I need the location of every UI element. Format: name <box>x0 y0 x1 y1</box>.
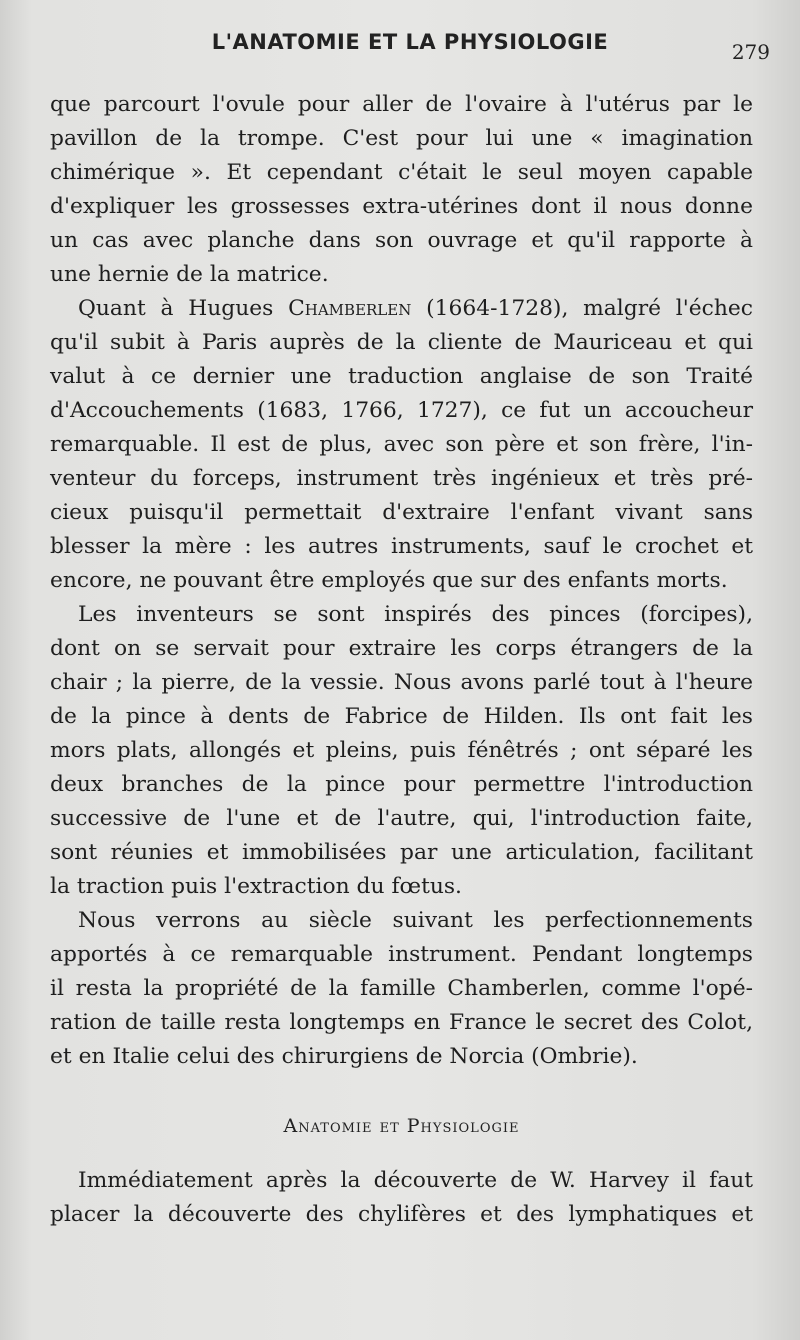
text-line: dont on se servait pour extraire les corps étrangers de la <box>50 636 753 661</box>
text-line: Nous verrons au siècle suivant les perfectionnements <box>78 908 753 933</box>
text-line: sont réunies et immobilisées par une articulation, facilitant <box>50 840 753 865</box>
paragraph-perfectionnements <box>50 904 753 1074</box>
line-prefix: Quant à Hugues <box>78 296 274 321</box>
person-name: Chamberlen <box>288 296 412 321</box>
text-line: d'Accouchements (1683, 1766, 1727), ce fut un accoucheur <box>50 398 753 423</box>
body-text <box>50 88 753 1232</box>
text-line: un cas avec planche dans son ouvrage et qu'il rapporte à <box>50 228 753 253</box>
text-line: cieux puisqu'il permettait d'extraire l'enfant vivant sans <box>50 500 753 525</box>
text-line: pavillon de la trompe. C'est pour lui une « imagination <box>50 126 753 151</box>
text-line: remarquable. Il est de plus, avec son père et son frère, l'in- <box>50 432 753 457</box>
text-line: ration de taille resta longtemps en France le secret des Colot, <box>50 1010 753 1035</box>
text-line: de la pince à dents de Fabrice de Hilden. Ils ont fait les <box>50 704 753 729</box>
paragraph-inventeurs <box>50 598 753 904</box>
text-line: la traction puis l'extraction du fœtus. <box>50 874 462 899</box>
running-head <box>50 30 770 66</box>
text-line: et en Italie celui des chirurgiens de Norcia (Ombrie). <box>50 1044 638 1069</box>
text-line: venteur du forceps, instrument très ingénieux et très pré- <box>50 466 753 491</box>
text-line: apportés à ce remarquable instrument. Pendant longtemps <box>50 942 753 967</box>
text-line: successive de l'une et de l'autre, qui, l'introduction faite, <box>50 806 753 831</box>
text-line: d'expliquer les grossesses extra-utérines dont il nous donne <box>50 194 753 219</box>
text-line: que parcourt l'ovule pour aller de l'ovaire à l'utérus par le <box>50 92 753 117</box>
text-line: chair ; la pierre, de la vessie. Nous avons parlé tout à l'heure <box>50 670 753 695</box>
paragraph-continued <box>50 88 753 292</box>
text-line: il resta la propriété de la famille Chamberlen, comme l'opé- <box>50 976 753 1001</box>
text-line: placer la découverte des chylifères et des lymphatiques et <box>50 1202 753 1227</box>
text-line: blesser la mère : les autres instruments, sauf le crochet et <box>50 534 753 559</box>
text-line: Les inventeurs se sont inspirés des pinces (forcipes), <box>78 602 753 627</box>
text-line: chimérique ». Et cependant c'était le seul moyen capable <box>50 160 753 185</box>
text-line: mors plats, allongés et pleins, puis fénêtrés ; ont séparé les <box>50 738 753 763</box>
paragraph-harvey <box>50 1164 753 1232</box>
section-heading: Anatomie et Physiologie <box>283 1115 520 1137</box>
paragraph-chamberlen <box>50 292 753 598</box>
line-suffix: (1664-1728), malgré l'échec <box>426 296 753 321</box>
text-line: qu'il subit à Paris auprès de la cliente de Mauriceau et qui <box>50 330 753 355</box>
text-line: encore, ne pouvant être employés que sur des enfants morts. <box>50 568 728 593</box>
text-line: une hernie de la matrice. <box>50 262 329 287</box>
running-title: L'ANATOMIE ET LA PHYSIOLOGIE <box>211 30 609 54</box>
section-spacer <box>50 1074 753 1088</box>
text-line: Immédiatement après la découverte de W. Harvey il faut <box>78 1168 753 1193</box>
text-line: valut à ce dernier une traduction anglaise de son Traité <box>50 364 753 389</box>
page-number: 279 <box>731 40 770 64</box>
text-line: deux branches de la pince pour permettre l'introduction <box>50 772 753 797</box>
text-line <box>50 292 753 326</box>
